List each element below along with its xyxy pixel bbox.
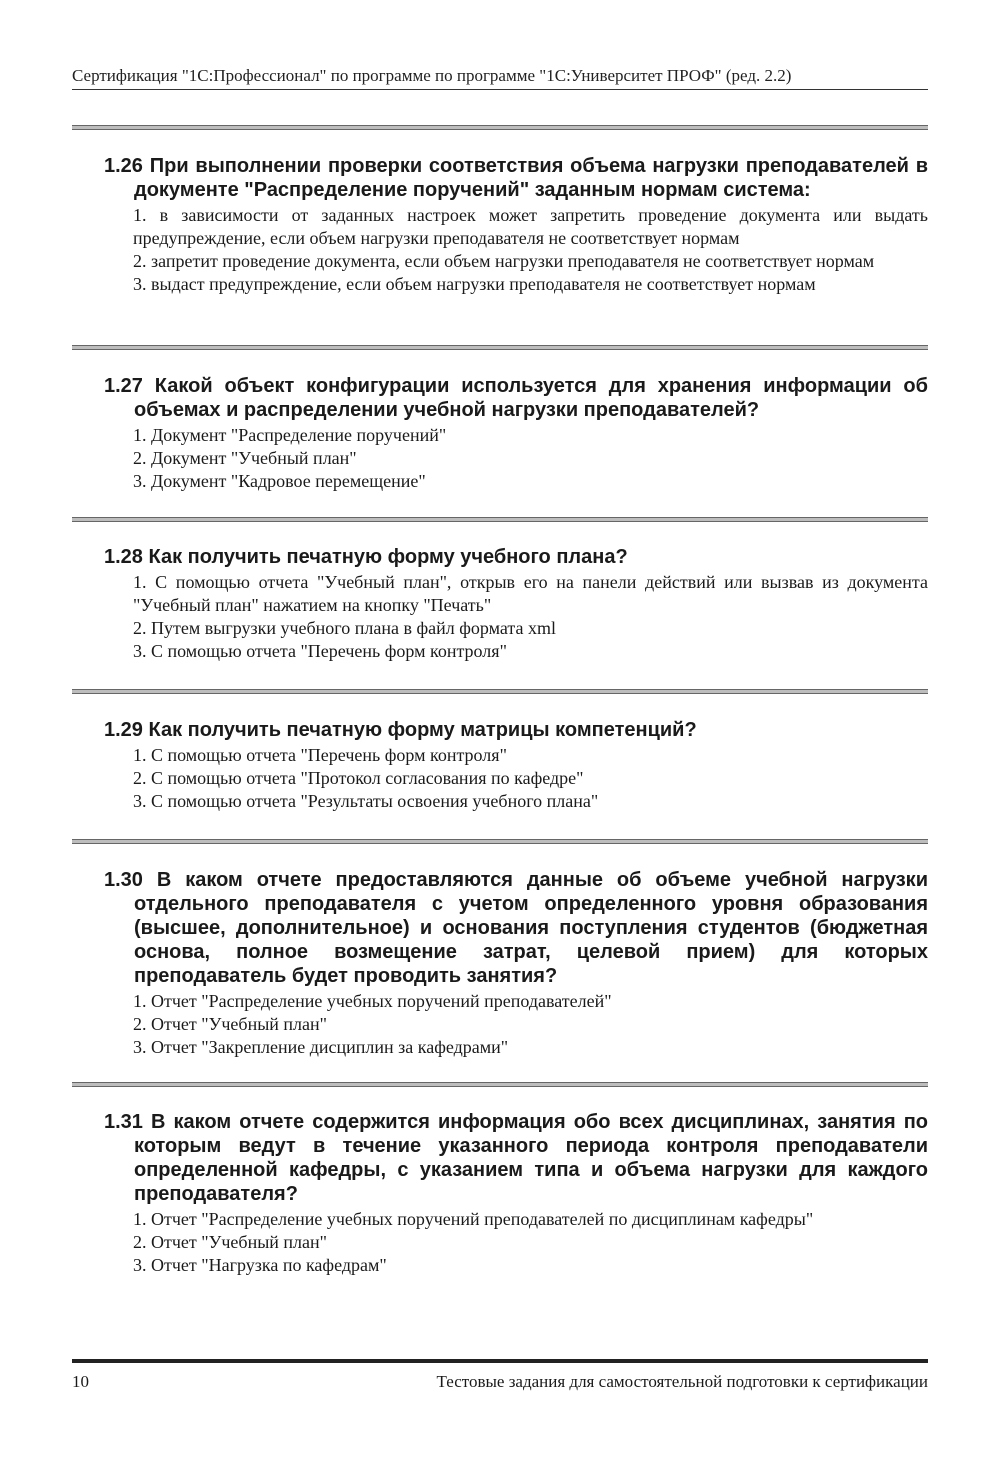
separator <box>72 125 928 130</box>
answer-list <box>104 204 928 296</box>
question-1-29 <box>104 718 928 813</box>
answer-option[interactable]: 3. С помощью отчета "Перечень форм контроля" <box>133 641 507 661</box>
separator <box>72 689 928 694</box>
page-header: Сертификация "1С:Профессионал" по программе по программе "1С:Университет ПРОФ" (ред. 2.2) <box>72 66 792 85</box>
question-1-28 <box>104 545 928 663</box>
answer-list <box>104 1208 928 1277</box>
question-title <box>104 154 928 202</box>
separator <box>72 1082 928 1087</box>
answer-list <box>104 571 928 663</box>
separator <box>72 345 928 350</box>
question-number: 1.27 <box>104 375 143 397</box>
question-text: В каком отчете содержится информация обо всех дисциплинах, занятия по которым ведут в течение указанного периода контроля преподаватели определенной кафедры, с указанием типа и объема нагрузки для каждого преподавателя? <box>134 1111 928 1205</box>
answer-option[interactable]: 2. С помощью отчета "Протокол согласования по кафедре" <box>133 768 584 788</box>
answer-option[interactable]: 2. Отчет "Учебный план" <box>133 1014 328 1034</box>
answer-option[interactable]: 3. Документ "Кадровое перемещение" <box>133 471 426 491</box>
separator <box>72 839 928 844</box>
question-text: При выполнении проверки соответствия объема нагрузки преподавателей в документе "Распределение поручений" заданным нормам система: <box>134 155 929 201</box>
answer-option[interactable]: 3. Отчет "Закрепление дисциплин за кафедрами" <box>133 1037 509 1057</box>
page-number: 10 <box>72 1372 89 1391</box>
answer-list <box>104 424 928 493</box>
answer-option[interactable]: 2. Отчет "Учебный план" <box>133 1232 328 1252</box>
question-text: Как получить печатную форму матрицы компетенций? <box>148 719 697 741</box>
answer-option[interactable]: 1. С помощью отчета "Учебный план", открыв его на панели действий или вызвав из документа "Учебный план" нажатием на кнопку "Печать" <box>133 572 928 615</box>
question-number: 1.30 <box>104 869 143 891</box>
answer-option[interactable]: 2. запретит проведение документа, если объем нагрузки преподавателя не соответствует нормам <box>133 251 875 271</box>
question-number: 1.26 <box>104 155 143 177</box>
answer-option[interactable]: 1. Документ "Распределение поручений" <box>133 425 447 445</box>
question-title <box>104 868 928 988</box>
question-title <box>104 1110 928 1206</box>
answer-option[interactable]: 1. Отчет "Распределение учебных поручений преподавателей по дисциплинам кафедры" <box>133 1209 814 1229</box>
question-title <box>104 718 928 742</box>
answer-option[interactable]: 3. Отчет "Нагрузка по кафедрам" <box>133 1255 387 1275</box>
question-1-26 <box>104 154 928 296</box>
question-number: 1.31 <box>104 1111 143 1133</box>
footer-rule <box>72 1359 928 1363</box>
question-title <box>104 374 928 422</box>
question-title <box>104 545 928 569</box>
answer-list <box>104 744 928 813</box>
question-1-31 <box>104 1110 928 1277</box>
question-number: 1.28 <box>104 546 143 568</box>
question-number: 1.29 <box>104 719 143 741</box>
question-1-30 <box>104 868 928 1059</box>
answer-option[interactable]: 1. С помощью отчета "Перечень форм контроля" <box>133 745 507 765</box>
answer-option[interactable]: 3. выдаст предупреждение, если объем нагрузки преподавателя не соответствует нормам <box>133 274 816 294</box>
question-text: В каком отчете предоставляются данные об объеме учебной нагрузки отдельного преподавателя с учетом определенного уровня образования (высшее, дополнительное) и основания поступления студентов (бюджетная основа, полное возмещение затрат, целевой прием) для которых преподаватель будет проводить занятия? <box>134 869 928 987</box>
answer-option[interactable]: 2. Путем выгрузки учебного плана в файл формата xml <box>133 618 556 638</box>
separator <box>72 517 928 522</box>
answer-list <box>104 990 928 1059</box>
footer-title: Тестовые задания для самостоятельной подготовки к сертификации <box>436 1372 928 1391</box>
answer-option[interactable]: 1. в зависимости от заданных настроек может запретить проведение документа или выдать предупреждение, если объем нагрузки преподавателя не соответствует нормам <box>133 205 928 248</box>
question-text: Как получить печатную форму учебного плана? <box>148 546 628 568</box>
question-1-27 <box>104 374 928 493</box>
answer-option[interactable]: 1. Отчет "Распределение учебных поручений преподавателей" <box>133 991 612 1011</box>
answer-option[interactable]: 3. С помощью отчета "Результаты освоения учебного плана" <box>133 791 599 811</box>
header-rule <box>72 89 928 90</box>
answer-option[interactable]: 2. Документ "Учебный план" <box>133 448 357 468</box>
question-text: Какой объект конфигурации используется для хранения информации об объемах и распределении учебной нагрузки преподавателей? <box>134 375 929 421</box>
